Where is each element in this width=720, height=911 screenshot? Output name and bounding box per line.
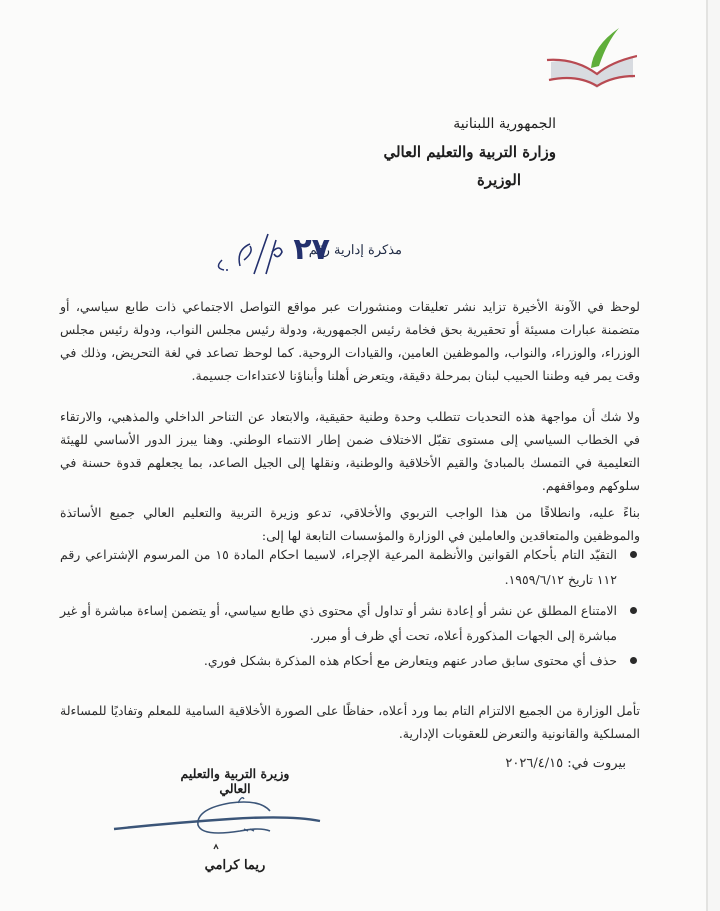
signatory-title: وزيرة التربية والتعليم العالي	[180, 766, 290, 796]
ministry-logo-icon	[537, 22, 637, 92]
paragraph-directive: بناءً عليه، وانطلاقًا من هذا الواجب التربوي والأخلاقي، تدعو وزيرة التربية والتعليم العالي جميع الأساتذة والموظفين والمتعاقدين والعاملين في الوزارة والمؤسسات التابعة لها إلى:	[60, 504, 640, 543]
directive-list	[60, 542, 645, 679]
letterhead-republic: الجمهورية اللبنانية	[453, 116, 556, 132]
signature-icon	[110, 785, 360, 855]
signature-block	[110, 760, 360, 890]
bullet-icon	[630, 607, 637, 614]
memo-reference	[210, 230, 420, 280]
scan-edge	[708, 0, 720, 911]
memo-label: مذكرة إدارية رقم	[308, 243, 402, 258]
bullet-icon	[630, 657, 637, 664]
signatory-name: ريما كرامي	[204, 858, 266, 873]
list-item: الامتناع المطلق عن نشر أو إعادة نشر أو تداول أي محتوى ذي طابع سياسي، أو يتضمن إساءة مباشرة أو غير مباشرة إلى الجهات المذكورة أعلاه، تحت أي ظرف أو مبرر.	[60, 598, 645, 648]
list-item: التقيّد التام بأحكام القوانين والأنظمة المرعية الإجراء، لاسيما احكام المادة ١٥ من المرسوم الإشتراعي رقم ١١٢ تاريخ ١٩٥٩/٦/١٢.	[60, 542, 645, 592]
paragraph-unity: ولا شك أن مواجهة هذه التحديات تتطلب وحدة وطنية حقيقية، والابتعاد عن التناحر الداخلي والمذهبي، والارتقاء في الخطاب السياسي إلى مستوى تقبّل الاختلاف ضمن إطار الانتماء الوطني. وهنا يبرز الدور الأساسي للهيئة التعليمية في التمسك بالمبادئ والقيم الأخلاقية والوطنية، ونقلها إلى الجيل الصاعد، بما يجعلهم قدوة حسنة في سلوكهم ومواقفهم.	[60, 408, 640, 493]
handwritten-reference-icon	[210, 230, 310, 280]
letterhead	[316, 110, 556, 194]
letterhead-minister: الوزيرة	[476, 171, 521, 189]
paragraph-closing: تأمل الوزارة من الجميع الالتزام التام بما ورد أعلاه، حفاظًا على الصورة الأخلاقية السامية للمعلم وتفاديًا للمساءلة المسلكية والقانونية والتعرض للعقوبات الإدارية.	[60, 702, 640, 741]
list-item: حذف أي محتوى سابق صادر عنهم ويتعارض مع أحكام هذه المذكرة بشكل فوري.	[60, 648, 645, 673]
memo-number: ٢٧	[293, 232, 330, 267]
bullet-icon	[630, 551, 637, 558]
issue-date: بيروت في: ٢٠٢٦/٤/١٥	[505, 756, 626, 771]
paragraph-context: لوحظ في الآونة الأخيرة تزايد نشر تعليقات ومنشورات عبر مواقع التواصل الاجتماعي ذات طابع سياسي، أو متضمنة عبارات مسيئة أو تحقيرية بحق فخامة رئيس الجمهورية، ودولة رئيس مجلس النواب، ودولة رئيس مجلس الوزراء، والوزراء، والنواب، والموظفين العامين، والقيادات الروحية. كما لوحظ تصاعد في لغة التحريض، وذلك في وقت يمر فيه وطننا الحبيب لبنان بمرحلة دقيقة، ويتعرض أهلنا وأبناؤنا لاعتداءات جسيمة.	[60, 298, 640, 383]
letterhead-ministry: وزارة التربية والتعليم العالي	[383, 143, 556, 161]
